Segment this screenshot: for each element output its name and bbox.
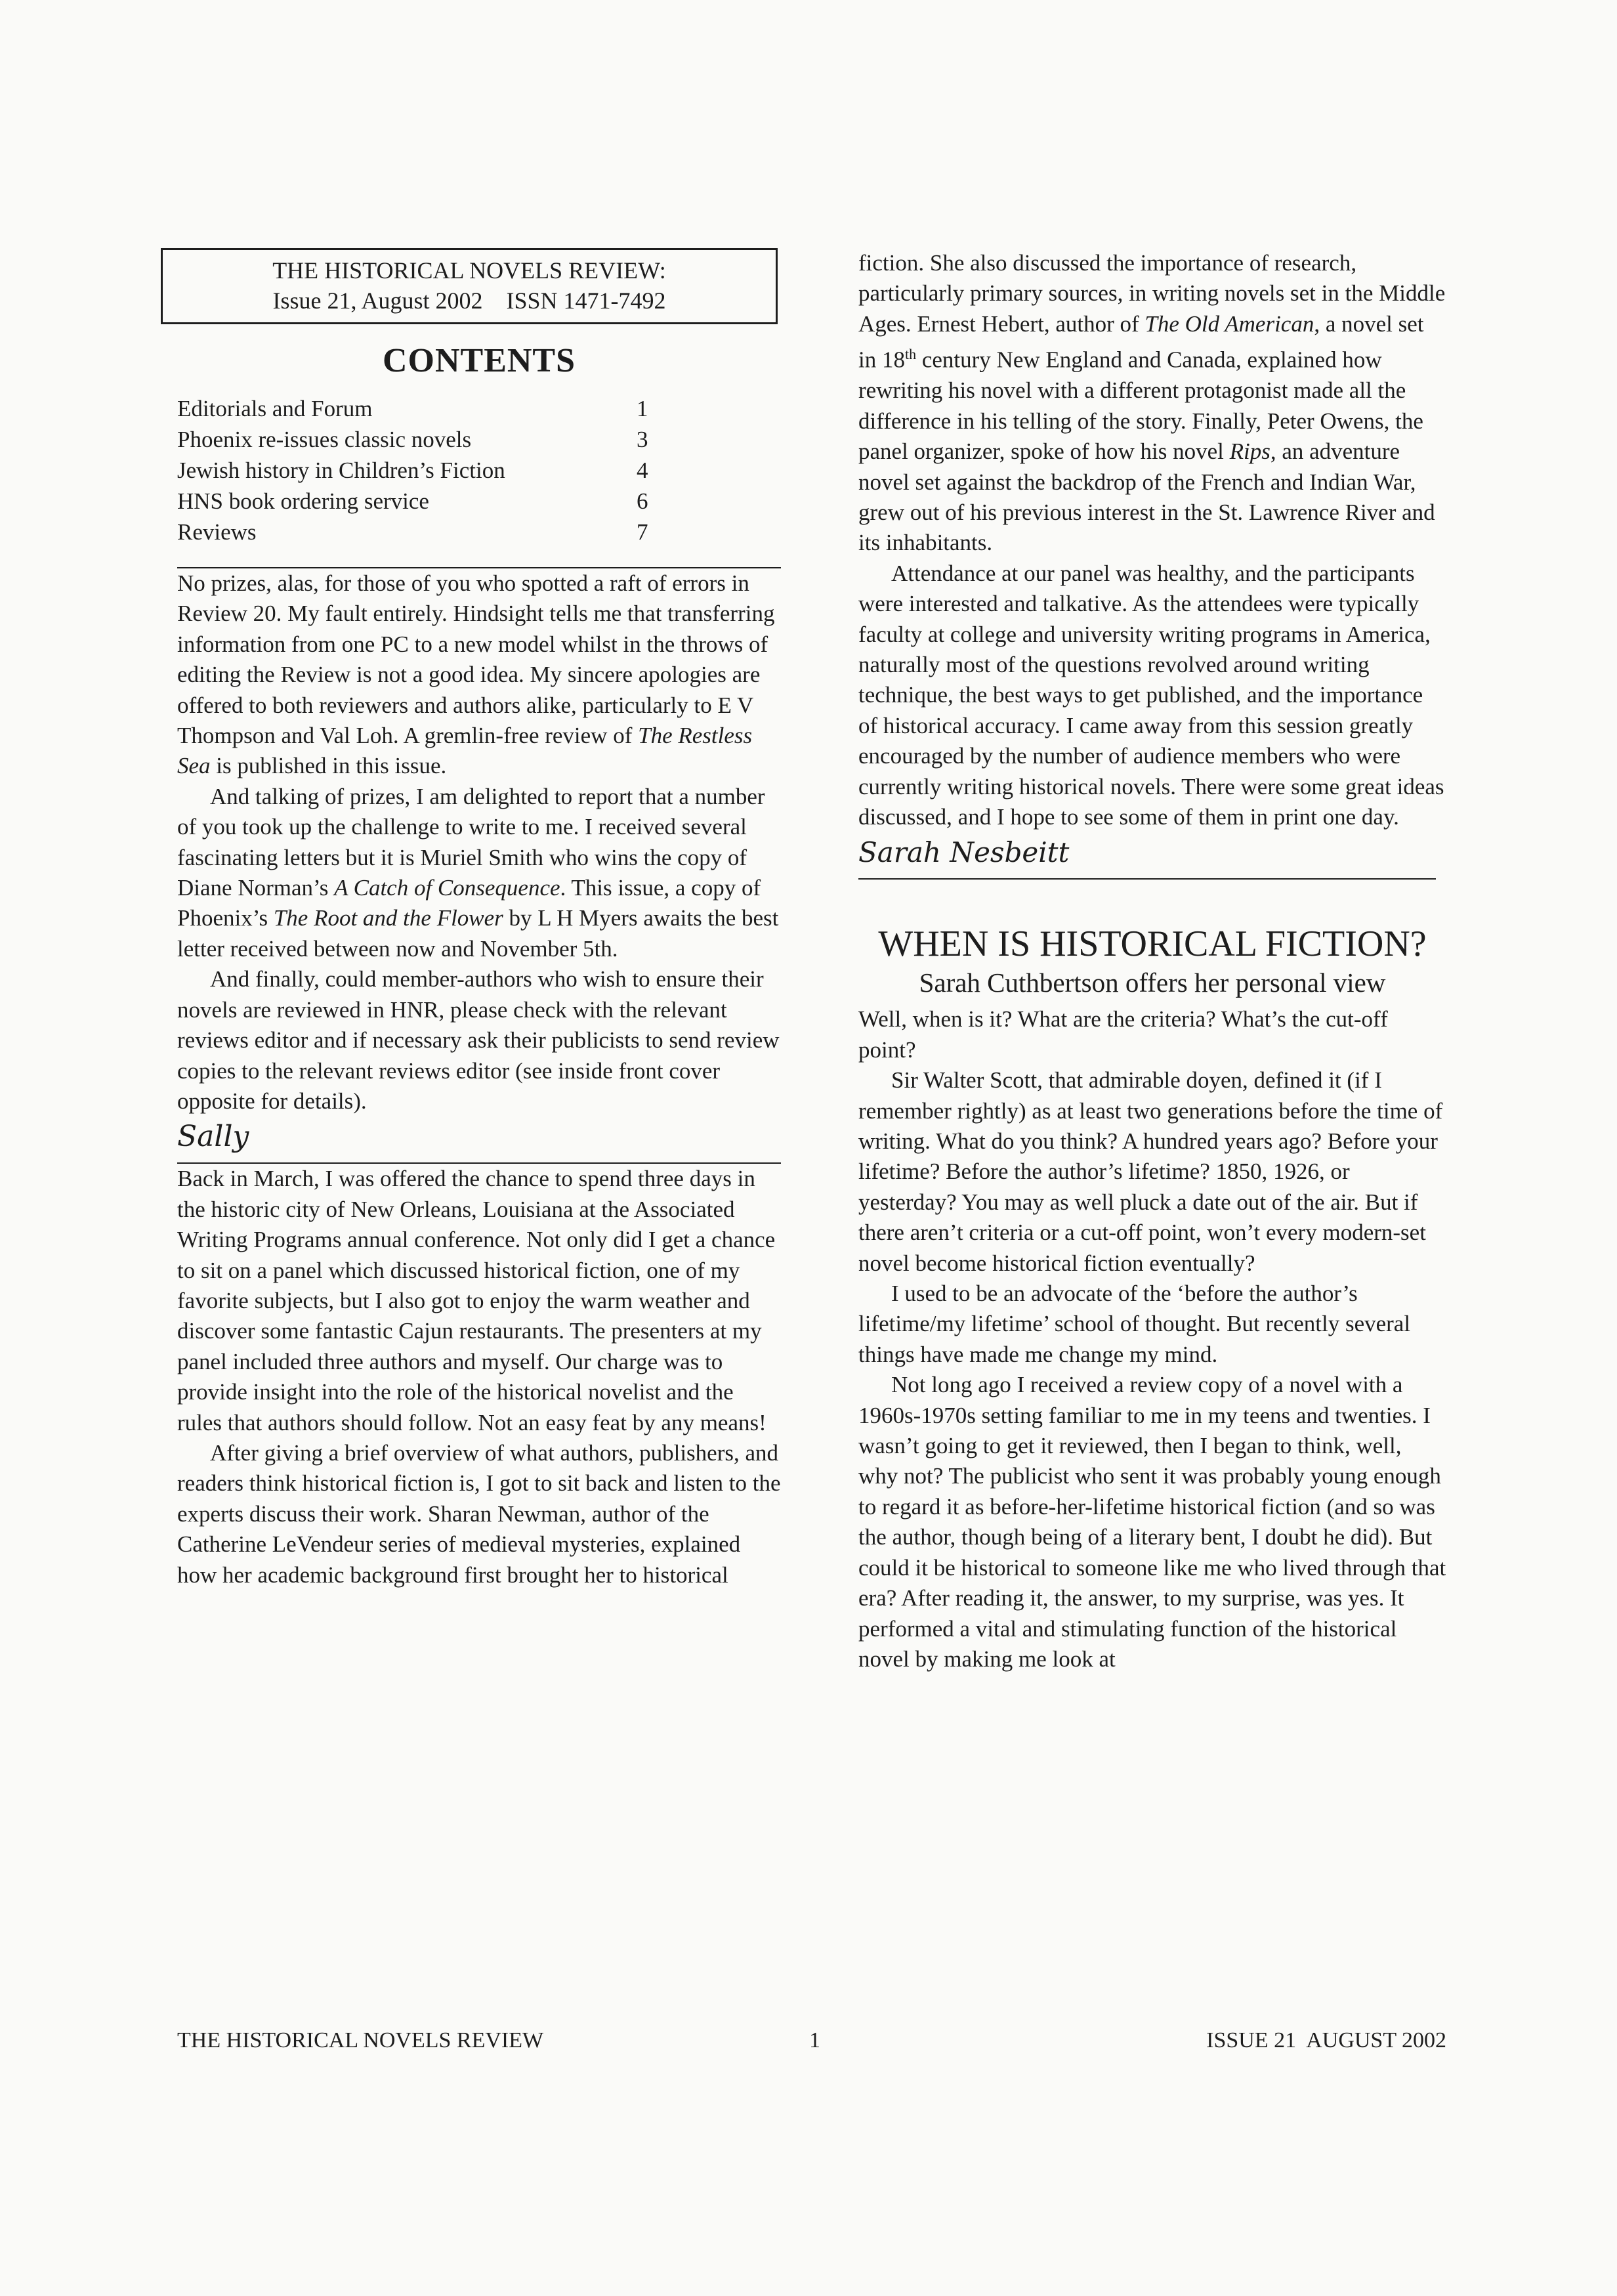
toc-item[interactable] — [177, 393, 781, 424]
divider — [858, 878, 1436, 880]
article-paragraph: Sir Walter Scott, that admirable doyen, defined it (if I remember rightly) as at least two generations before the time of writing. What do you think? A hundred years ago? Before your lifetime? Before the author’s lifetime? 1850, 1926, or yesterday? You may as well pluck a date out of the air. But if there aren’t criteria or a cut-off point, won’t every modern-set novel become historical fiction eventually? — [858, 1067, 1443, 1276]
article-title: WHEN IS HISTORICAL FICTION? — [878, 924, 1427, 965]
footer-publication: THE HISTORICAL NOVELS REVIEW — [177, 2028, 544, 2052]
table-of-contents — [177, 393, 781, 547]
toc-item-label: Editorials and Forum — [177, 396, 373, 421]
page-number: 1 — [809, 2028, 820, 2052]
book-title: The Restless Sea — [177, 723, 753, 779]
toc-item-label: Reviews — [177, 519, 257, 545]
article-paragraph: Well, when is it? What are the criteria? What’s the cut-off point? — [858, 1006, 1388, 1063]
editorial-paragraph: No prizes, alas, for those of you who spotted a raft of errors in Review 20. My fault entirely. Hindsight tells me that transferring information from one PC to a new model whilst in the throws of editing the Review is not a good idea. My sincere apologies are offered to both reviewers and authors alike, particularly to E V Thompson and Val Loh. A gremlin-free review of The Restless Sea is published in this issue. — [177, 570, 775, 779]
editor-signature: Sally — [177, 1120, 249, 1154]
author-signature: Sarah Nesbeitt — [858, 836, 1070, 869]
editorial-paragraph: And talking of prizes, I am delighted to report that a number of you took up the challenge to write to me. I received several fascinating letters but it is Muriel Smith who wins the copy of Diane Norman’s A Catch of Consequence. This issue, a copy of Phoenix’s The Root and the Flower by L H Myers awaits the best letter received between now and November 5th. — [177, 783, 779, 962]
footer-issue: ISSUE 21 AUGUST 2002 — [1206, 2028, 1446, 2052]
book-title: A Catch of Consequence — [334, 875, 560, 901]
book-title: The Old American — [1144, 310, 1314, 337]
toc-item-label: Phoenix re-issues classic novels — [177, 427, 472, 452]
masthead-box — [161, 248, 778, 324]
toc-item-label: HNS book ordering service — [177, 488, 429, 514]
toc-item-label: Jewish history in Children’s Fiction — [177, 457, 505, 483]
toc-item-page: 4 — [637, 457, 648, 483]
report-paragraph: Back in March, I was offered the chance to spend three days in the historic city of New Orleans, Louisiana at the Associated Writing Programs annual conference. Not only did I get a chance to sit on a panel which discussed historical fiction, one of my favorite subjects, but I also got to enjoy the warm weather and discover some fantastic Cajun restaurants. The presenters at my panel included three authors and myself. Our charge was to provide insight into the role of the historical novelist and the rules that authors should follow. Not an easy feat by any means! — [177, 1166, 776, 1435]
report-paragraph: fiction. She also discussed the importance of research, particularly primary sources, in writing novels set in the Middle Ages. Ernest Hebert, author of The Old American, a novel set in 18th century New England and Canada, explained how rewriting his novel with a different protagonist made all the difference in his telling of the story. Finally, Peter Owens, the panel organizer, spoke of how his novel Rips, an adventure novel set against the backdrop of the French and Indian War, grew out of his previous interest in the St. Lawrence River and its inhabitants. — [858, 250, 1446, 556]
toc-item-page: 7 — [637, 519, 648, 545]
report-paragraph: Attendance at our panel was healthy, and the participants were interested and talkative. As the attendees were typically faculty at college and university writing programs in America, naturally most of the questions revolved around writing technique, the best ways to get published, and the importance of historical accuracy. I came away from this session greatly encouraged by the number of audience members who were currently writing historical novels. There were some great ideas discussed, and I hope to see some of them in print one day. — [858, 560, 1444, 830]
toc-item-page: 3 — [637, 427, 648, 452]
toc-item[interactable] — [177, 486, 781, 517]
editorial-paragraph: And finally, could member-authors who wish to ensure their novels are reviewed in HNR, please check with the relevant reviews editor and if necessary ask their publicists to send review copies to the relevant reviews editor (see inside front cover opposite for details). — [177, 966, 780, 1114]
toc-item[interactable] — [177, 517, 781, 547]
toc-item-page: 1 — [637, 396, 648, 421]
article-paragraph: I used to be an advocate of the ‘before the author’s lifetime/my lifetime’ school of thought. But recently several things have made me change my mind. — [858, 1281, 1411, 1367]
right-column — [858, 248, 1446, 1674]
masthead-title: THE HISTORICAL NOVELS REVIEW: — [272, 257, 666, 284]
article-paragraph: Not long ago I received a review copy of a novel with a 1960s-1970s setting familiar to me in my teens and twenties. I wasn’t going to get it reviewed, then I began to think, well, why not? The publicist who sent it was probably young enough to regard it as before-her-lifetime historical fiction (and so was the author, though being of a literary bent, I doubt he did). But could it be historical to someone like me who lived through that era? After reading it, the answer, to my surprise, was yes. It performed a vital and stimulating function of the historical novel by making me look at — [858, 1372, 1446, 1672]
page-footer — [177, 2028, 1446, 2057]
left-column — [177, 248, 781, 1590]
toc-item-page: 6 — [637, 488, 648, 514]
contents-heading: CONTENTS — [382, 342, 576, 379]
book-title: Rips — [1229, 438, 1270, 465]
report-paragraph: After giving a brief overview of what authors, publishers, and readers think historical fiction is, I got to sit back and listen to the experts discuss their work. Sharan Newman, author of the Catherine LeVendeur series of medieval mysteries, explained how her academic background first brought her to historical — [177, 1439, 781, 1588]
toc-item[interactable] — [177, 455, 781, 486]
toc-item[interactable] — [177, 424, 781, 455]
masthead-issue-line: Issue 21, August 2002 ISSN 1471-7492 — [272, 287, 666, 314]
article-subtitle: Sarah Cuthbertson offers her personal view — [919, 967, 1386, 998]
book-title: The Root and the Flower — [273, 905, 503, 931]
